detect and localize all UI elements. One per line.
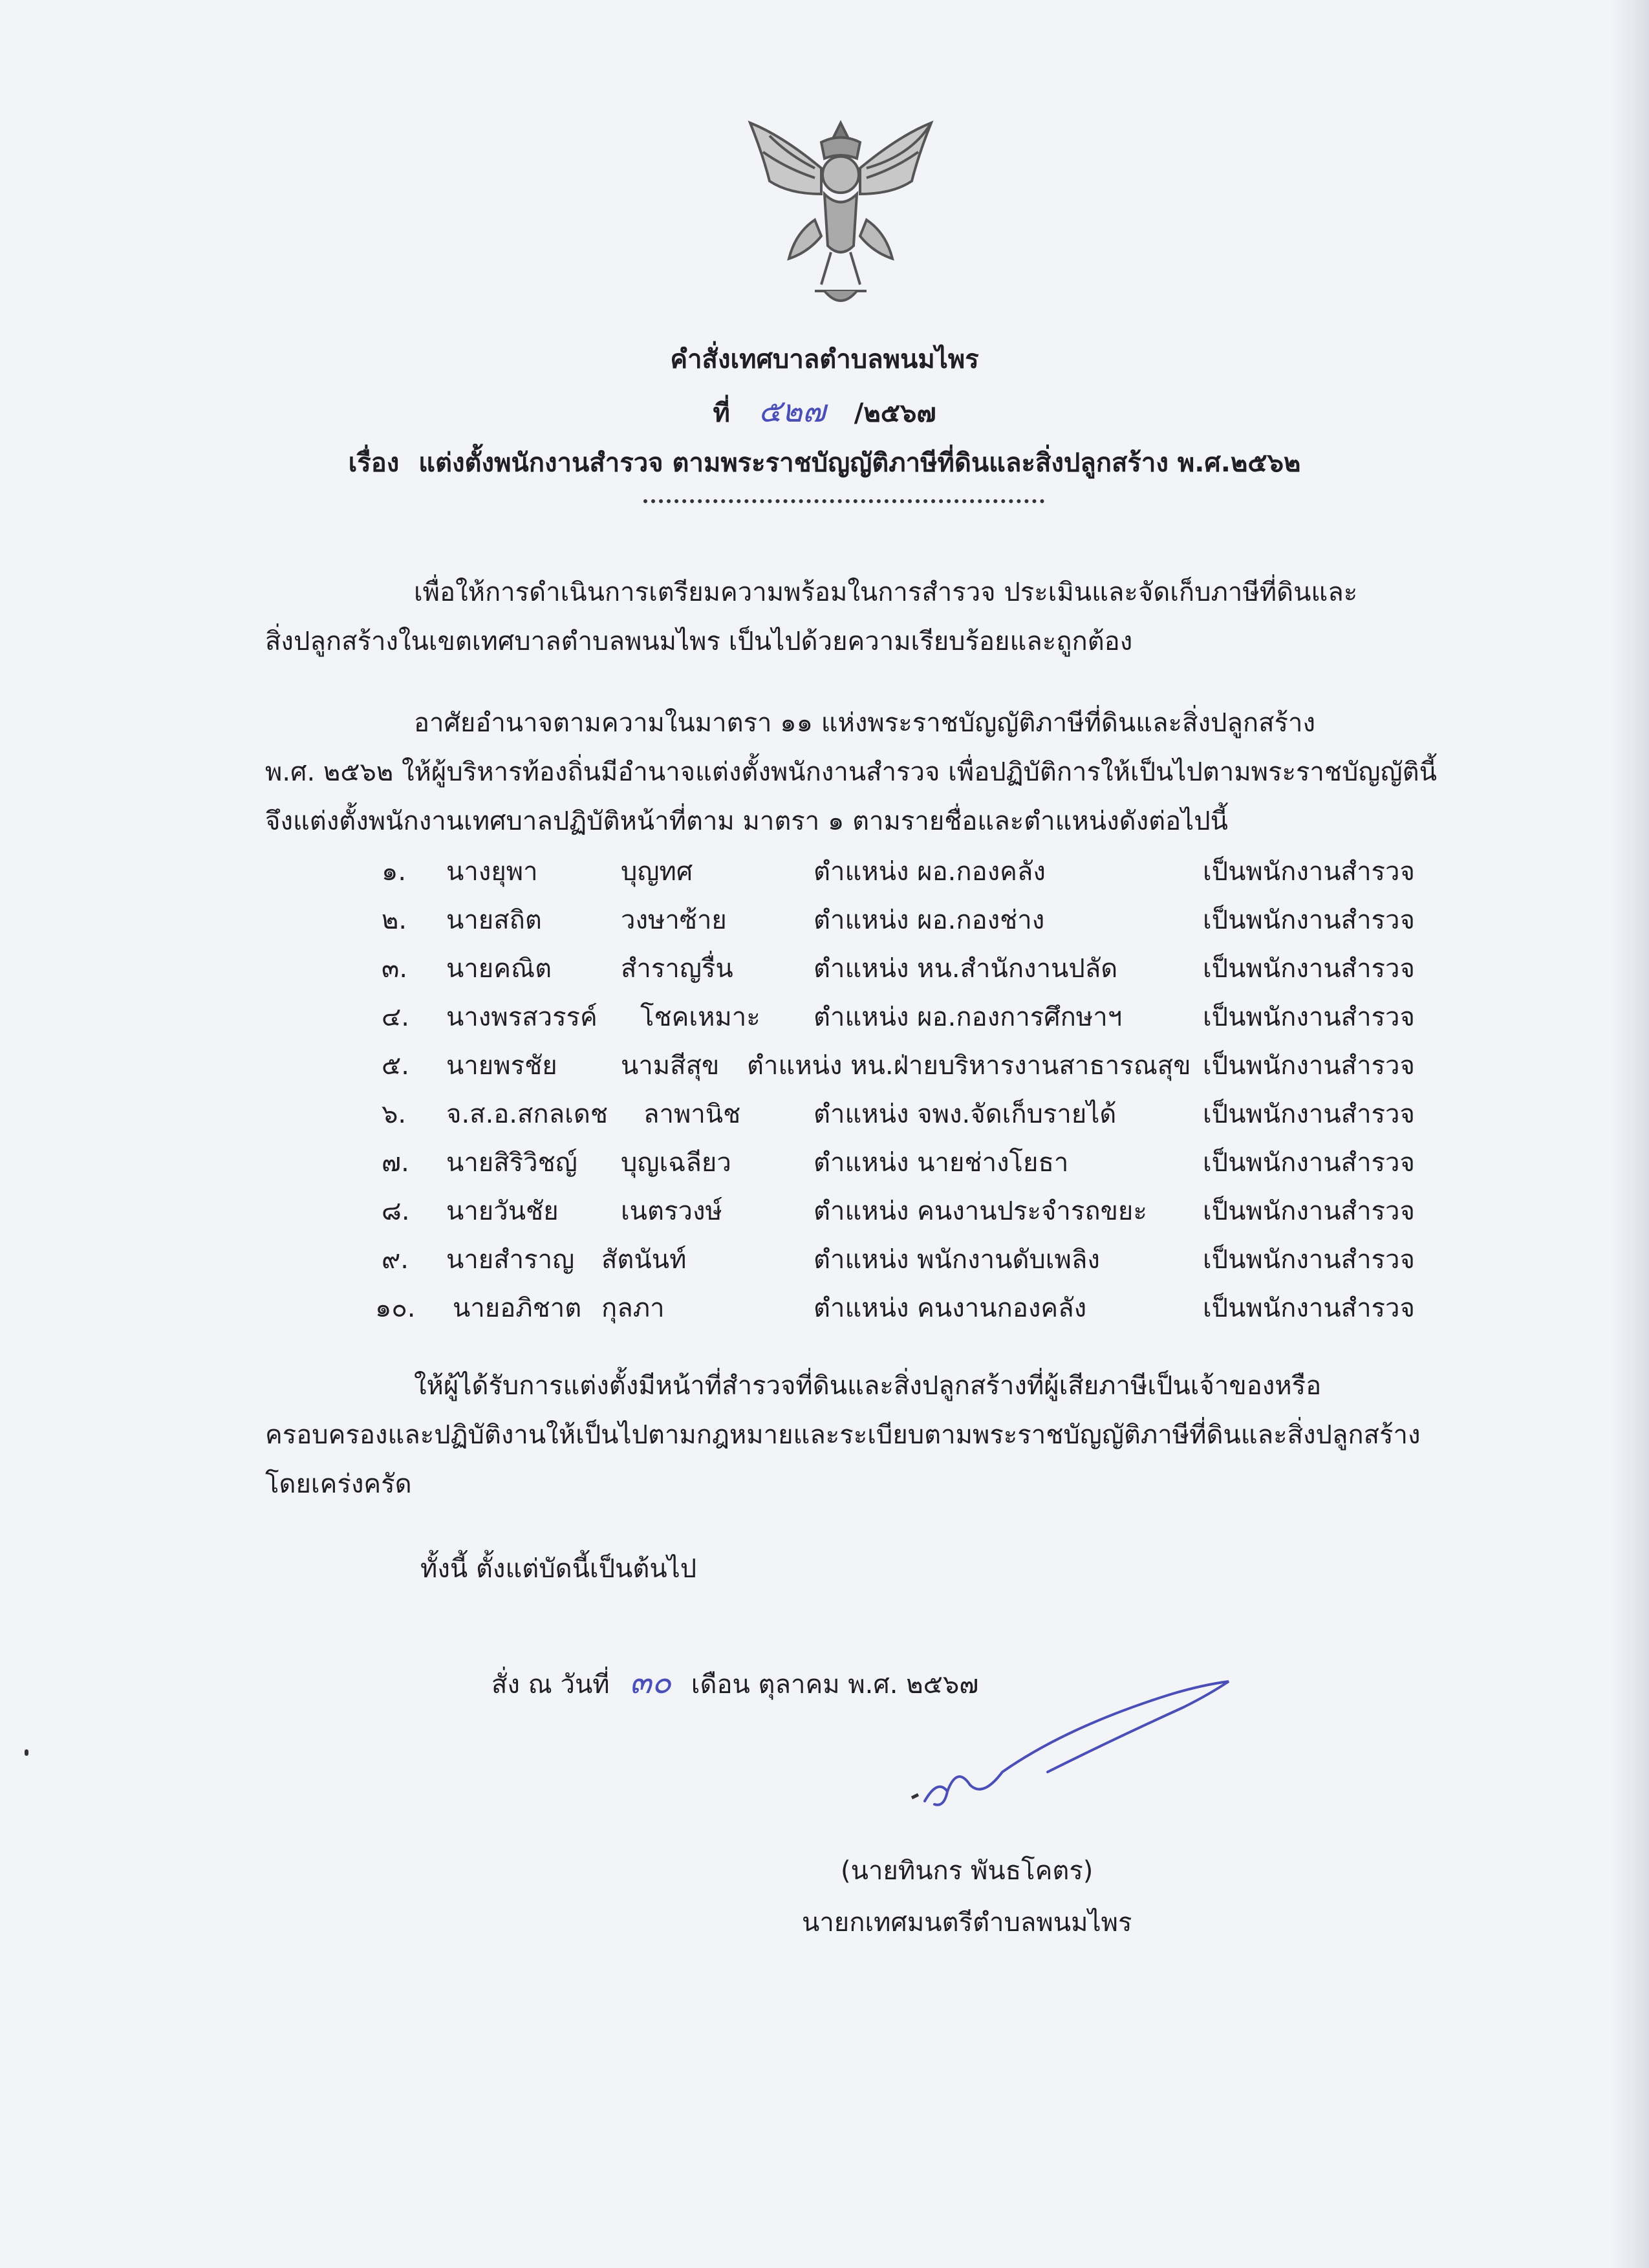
- staff-status: เป็นพนักงานสำรวจ: [1203, 1196, 1415, 1226]
- staff-status: เป็นพนักงานสำรวจ: [1203, 1148, 1415, 1178]
- staff-status: เป็นพนักงานสำรวจ: [1203, 1051, 1415, 1081]
- staff-status: เป็นพนักงานสำรวจ: [1203, 857, 1415, 887]
- duties-line-2: ครอบครองและปฏิบัติงานให้เป็นไปตามกฎหมายและระเบียบตามพระราชบัญญัติภาษีที่ดินและสิ่งปลูกสร้าง: [265, 1420, 1421, 1450]
- staff-status: เป็นพนักงานสำรวจ: [1203, 954, 1415, 984]
- subject-text: แต่งตั้งพนักงานสำรวจ ตามพระราชบัญญัติภาษีที่ดินและสิ่งปลูกสร้าง พ.ศ.๒๕๖๒: [418, 448, 1301, 478]
- effective-statement: ทั้งนี้ ตั้งแต่บัดนี้เป็นต้นไป: [420, 1554, 697, 1584]
- staff-number: ๙.: [382, 1245, 409, 1275]
- staff-row: [0, 947, 1649, 993]
- purpose-line-2: สิ่งปลูกสร้างในเขตเทศบาลตำบลพนมไพร เป็นไปด้วยความเรียบร้อยและถูกต้อง: [265, 627, 1133, 656]
- staff-first-name: นายวันชัย: [446, 1196, 559, 1226]
- staff-last-name: สัตนันท์: [601, 1245, 687, 1275]
- staff-number: ๔.: [382, 1002, 409, 1032]
- staff-last-name: โชคเหมาะ: [640, 1002, 760, 1032]
- staff-row: [0, 1141, 1649, 1187]
- staff-position: ตำแหน่ง หน.ฝ่ายบริหารงานสาธารณสุข: [747, 1051, 1191, 1081]
- duties-line-3: โดยเคร่งครัด: [265, 1469, 412, 1499]
- subject-label: เรื่อง: [348, 448, 400, 478]
- staff-status: เป็นพนักงานสำรวจ: [1203, 905, 1415, 935]
- order-number-year: /๒๕๖๗: [854, 398, 936, 428]
- dotted-divider: [643, 499, 1044, 503]
- garuda-emblem-icon: [724, 97, 957, 330]
- order-date-prefix: สั่ง ณ วันที่: [491, 1670, 610, 1700]
- paragraph-purpose: [265, 568, 1455, 666]
- paragraph-authority: [265, 698, 1455, 846]
- staff-last-name: วงษาซ้าย: [621, 905, 727, 935]
- staff-last-name: นามสีสุข: [621, 1051, 720, 1081]
- staff-last-name: ลาพานิช: [643, 1099, 741, 1129]
- staff-first-name: นายสิริวิชญ์: [446, 1148, 577, 1178]
- staff-row: [0, 1044, 1649, 1090]
- order-date-month-year: เดือน ตุลาคม พ.ศ. ๒๕๖๗: [691, 1670, 979, 1700]
- staff-last-name: สำราญรื่น: [621, 954, 733, 984]
- staff-last-name: บุญเฉลียว: [621, 1148, 731, 1178]
- staff-position: ตำแหน่ง ผอ.กองช่าง: [814, 905, 1045, 935]
- order-number: [0, 387, 1649, 436]
- staff-status: เป็นพนักงานสำรวจ: [1203, 1002, 1415, 1032]
- order-date-day-handwritten: ๓๐: [629, 1663, 672, 1701]
- staff-number: ๘.: [382, 1196, 410, 1226]
- order-subject: [0, 442, 1649, 483]
- staff-first-name: จ.ส.อ.สกลเดช: [446, 1099, 608, 1129]
- staff-last-name: เนตรวงษ์: [621, 1196, 722, 1226]
- staff-position: ตำแหน่ง ผอ.กองการศึกษาฯ: [814, 1002, 1123, 1032]
- paper-speck: [25, 1749, 28, 1756]
- staff-number: ๑.: [382, 857, 407, 887]
- staff-first-name: นายพรชัย: [446, 1051, 557, 1081]
- staff-position: ตำแหน่ง ผอ.กองคลัง: [814, 857, 1046, 887]
- staff-last-name: บุญทศ: [621, 857, 693, 887]
- staff-first-name: นางพรสวรรค์: [446, 1002, 598, 1032]
- staff-number: ๗.: [382, 1148, 409, 1178]
- staff-number: ๑๐.: [375, 1293, 416, 1323]
- staff-row: [0, 850, 1649, 896]
- staff-status: เป็นพนักงานสำรวจ: [1203, 1099, 1415, 1129]
- staff-row: [0, 1093, 1649, 1138]
- staff-first-name: นายคณิต: [446, 954, 552, 984]
- staff-row: [0, 899, 1649, 944]
- staff-row: [0, 1287, 1649, 1332]
- order-number-prefix: ที่: [713, 398, 730, 428]
- staff-position: ตำแหน่ง คนงานประจำรถขยะ: [814, 1196, 1147, 1226]
- authority-line-2: พ.ศ. ๒๕๖๒ ให้ผู้บริหารท้องถิ่นมีอำนาจแต่งตั้งพนักงานสำรวจ เพื่อปฏิบัติการให้เป็นไปตามพระราชบัญญัตินี้: [265, 757, 1437, 787]
- staff-number: ๖.: [382, 1099, 407, 1129]
- staff-position: ตำแหน่ง หน.สำนักงานปลัด: [814, 954, 1118, 984]
- staff-first-name: นายสถิต: [446, 905, 542, 935]
- staff-first-name: นางยุพา: [446, 857, 538, 887]
- purpose-line-1: เพื่อให้การดำเนินการเตรียมความพร้อมในการสำรวจ ประเมินและจัดเก็บภาษีที่ดินและ: [414, 578, 1358, 607]
- staff-number: ๒.: [382, 905, 407, 935]
- staff-status: เป็นพนักงานสำรวจ: [1203, 1293, 1415, 1323]
- authority-line-3: จึงแต่งตั้งพนักงานเทศบาลปฏิบัติหน้าที่ตาม มาตรา ๑ ตามรายชื่อและตำแหน่งดังต่อไปนี้: [265, 806, 1229, 836]
- staff-number: ๕.: [382, 1051, 409, 1081]
- signature-icon: [899, 1669, 1235, 1824]
- duties-line-1: ให้ผู้ได้รับการแต่งตั้งมีหน้าที่สำรวจที่ดินและสิ่งปลูกสร้างที่ผู้เสียภาษีเป็นเจ้าของหรือ: [414, 1371, 1322, 1401]
- staff-first-name: นายสำราญ: [446, 1245, 575, 1275]
- staff-status: เป็นพนักงานสำรวจ: [1203, 1245, 1415, 1275]
- staff-position: ตำแหน่ง นายช่างโยธา: [814, 1148, 1069, 1178]
- staff-row: [0, 996, 1649, 1041]
- staff-position: ตำแหน่ง คนงานกองคลัง: [814, 1293, 1087, 1323]
- signer-title: นายกเทศมนตรีตำบลพนมไพร: [802, 1908, 1132, 1938]
- staff-row: [0, 1238, 1649, 1284]
- staff-position: ตำแหน่ง พนักงานดับเพลิง: [814, 1245, 1100, 1275]
- staff-row: [0, 1190, 1649, 1235]
- order-number-handwritten: ๕๒๗: [758, 393, 826, 429]
- staff-first-name: นายอภิชาต: [453, 1293, 582, 1323]
- staff-number: ๓.: [382, 954, 408, 984]
- paragraph-duties: [265, 1361, 1455, 1509]
- staff-position: ตำแหน่ง จพง.จัดเก็บรายได้: [814, 1099, 1117, 1129]
- document-title: คำสั่งเทศบาลตำบลพนมไพร: [670, 345, 979, 374]
- authority-line-1: อาศัยอำนาจตามความในมาตรา ๑๑ แห่งพระราชบัญญัติภาษีที่ดินและสิ่งปลูกสร้าง: [414, 708, 1315, 738]
- staff-last-name: กุลภา: [601, 1293, 665, 1323]
- signer-name: (นายทินกร พันธโคตร): [841, 1856, 1094, 1886]
